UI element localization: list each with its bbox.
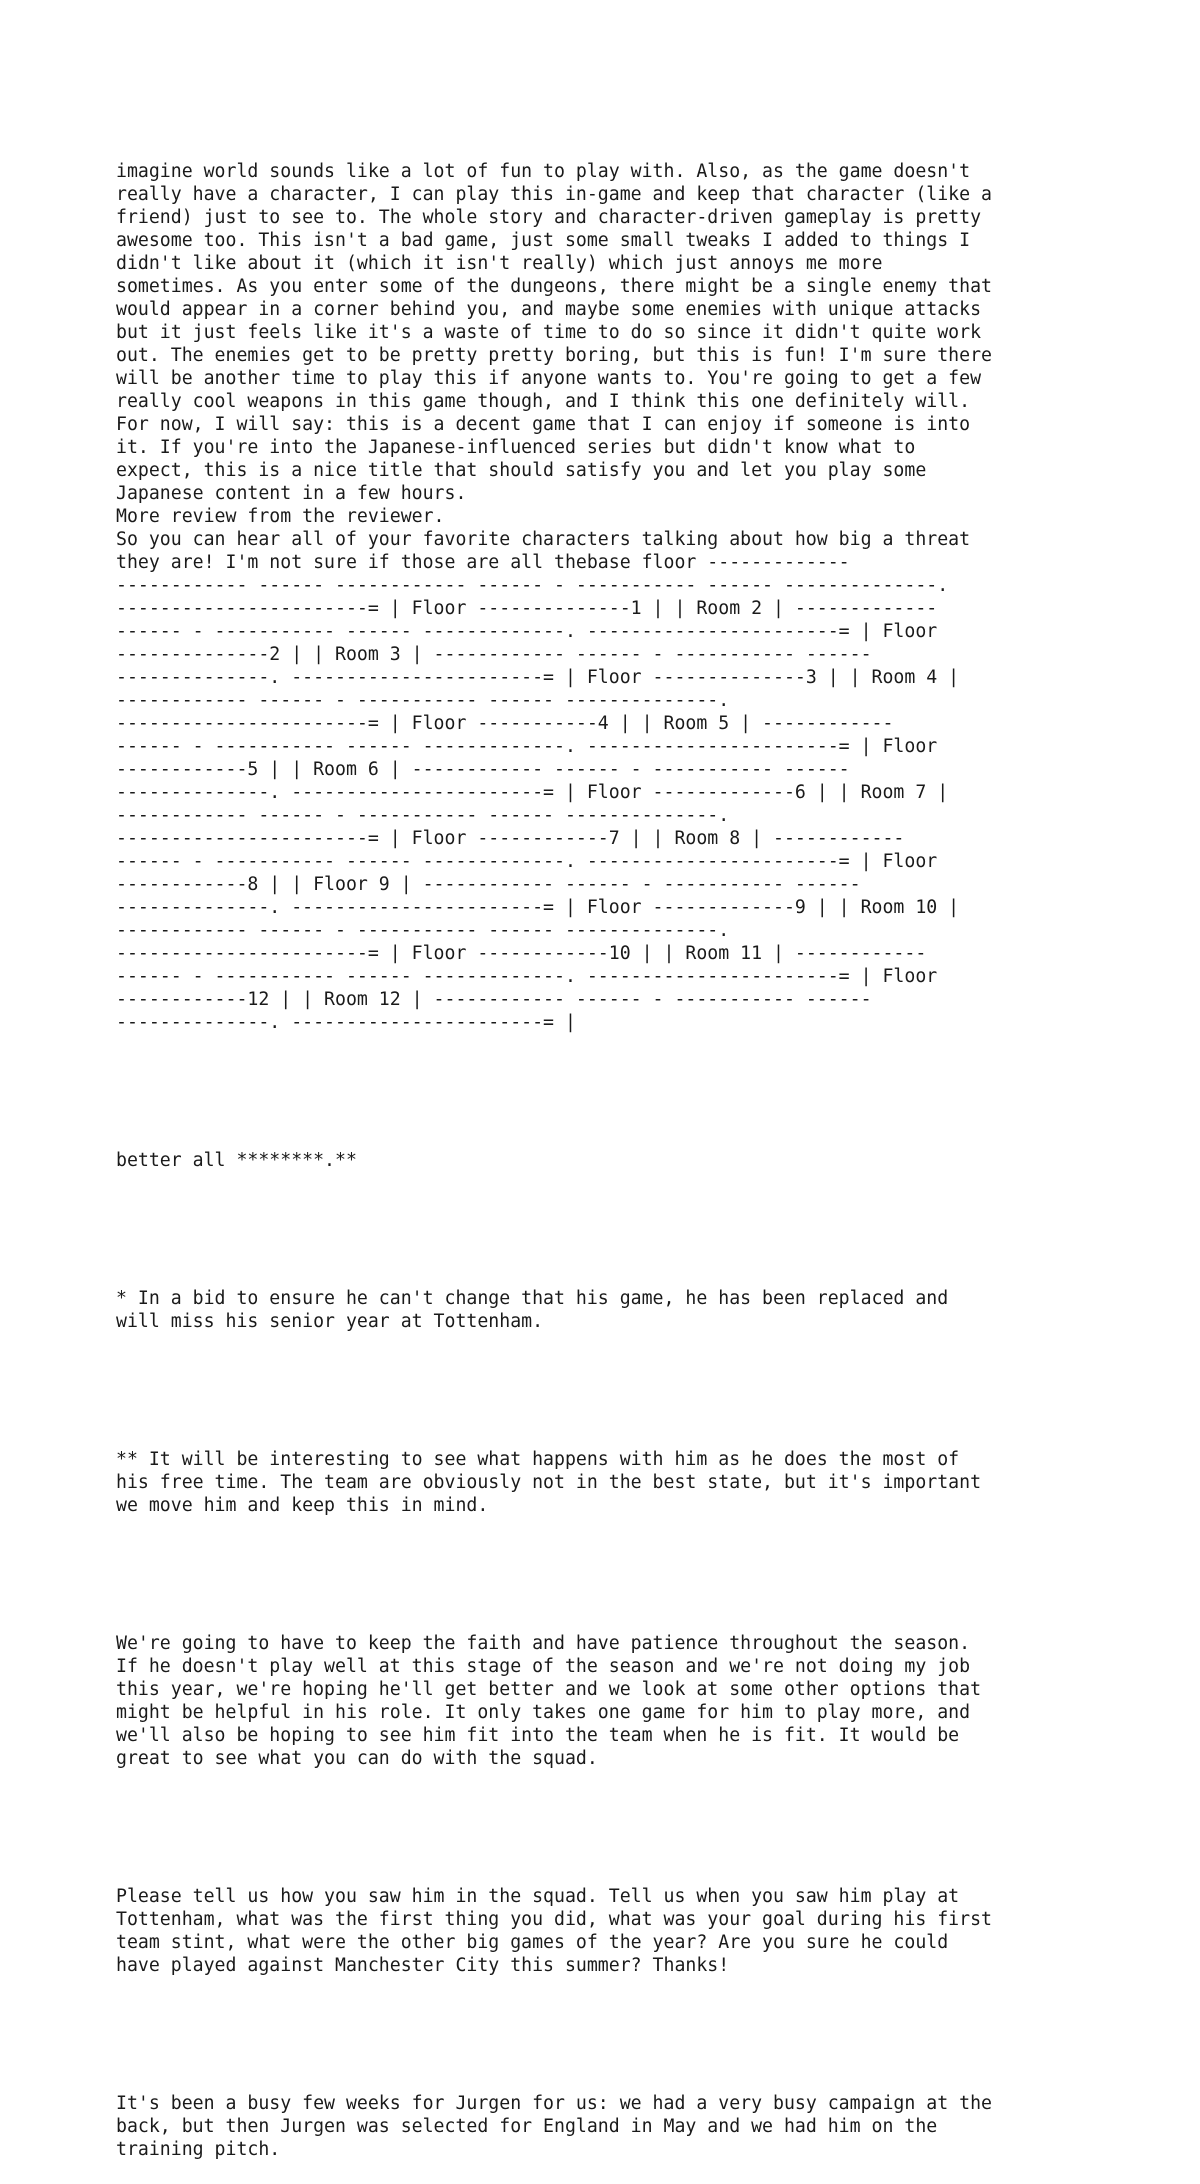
text-line: imagine world sounds like a lot of fun to play with. Also, as the game doesn't bbox=[116, 161, 971, 182]
text-line: this year, we're hoping he'll get better and we look at some other options that bbox=[116, 1679, 982, 1700]
text-line: didn't like about it (which it isn't really) which just annoys me more bbox=[116, 253, 883, 274]
text-line: --------------. -----------------------= | Floor -------------9 | | Room 10 | bbox=[116, 897, 960, 918]
text-line: awesome too. This isn't a bad game, just some small tweaks I added to things I bbox=[116, 230, 971, 251]
text-line: back, but then Jurgen was selected for England in May and we had him on the bbox=[116, 2116, 938, 2137]
text-line: ------ - ----------- ------ -------------. -----------------------= | Floor bbox=[116, 851, 938, 872]
paragraph-season bbox=[116, 1632, 1116, 1770]
paragraph-gap bbox=[116, 1080, 1116, 1103]
text-line: we'll also be hoping to see him fit into the team when he is fit. It would be bbox=[116, 1725, 960, 1746]
review-text-block bbox=[116, 160, 1116, 1034]
text-line: ------------12 | | Room 12 | ------------ ------ - ----------- ------ bbox=[116, 989, 872, 1010]
text-line: Japanese content in a few hours. bbox=[116, 483, 467, 504]
paragraph-gap bbox=[116, 2023, 1116, 2046]
text-line: friend) just to see to. The whole story and character-driven gameplay is pretty bbox=[116, 207, 982, 228]
paragraph-gap bbox=[116, 1218, 1116, 1241]
text-line: will miss his senior year at Tottenham. bbox=[116, 1311, 544, 1332]
text-line: -----------------------= | Floor ------------7 | | Room 8 | ------------ bbox=[116, 828, 905, 849]
text-line: will be another time to play this if anyone wants to. You're going to get a few bbox=[116, 368, 982, 389]
text-line: ------------ ------ ------------ ------ - ----------- ------ --------------. bbox=[116, 575, 949, 596]
text-line: Tottenham, what was the first thing you did, what was your goal during his first bbox=[116, 1909, 992, 1930]
text-line: but it just feels like it's a waste of time to do so since it didn't quite work bbox=[116, 322, 982, 343]
text-line: ------------5 | | Room 6 | ------------ ------ - ----------- ------ bbox=[116, 759, 850, 780]
text-line: ------------ ------ - ----------- ------ --------------. bbox=[116, 920, 730, 941]
text-line: ------ - ----------- ------ -------------. -----------------------= | Floor bbox=[116, 966, 938, 987]
text-line: ------------ ------ - ----------- ------ --------------. bbox=[116, 690, 730, 711]
text-line: --------------. -----------------------= | Floor -------------6 | | Room 7 | bbox=[116, 782, 949, 803]
paragraph-questions bbox=[116, 1885, 1116, 1977]
text-line: ** It will be interesting to see what happens with him as he does the most of bbox=[116, 1449, 960, 1470]
text-line: might be helpful in his role. It only takes one game for him to play more, and bbox=[116, 1702, 971, 1723]
text-line: ------ - ----------- ------ -------------. -----------------------= | Floor bbox=[116, 621, 938, 642]
footnote-one bbox=[116, 1287, 1116, 1333]
text-line: have played against Manchester City this summer? Thanks! bbox=[116, 1955, 730, 1976]
text-line: would appear in a corner behind you, and maybe some enemies with unique attacks bbox=[116, 299, 982, 320]
text-line: For now, I will say: this is a decent game that I can enjoy if someone is into bbox=[116, 414, 971, 435]
text-line: out. The enemies get to be pretty pretty boring, but this is fun! I'm sure there bbox=[116, 345, 992, 366]
footnote-two bbox=[116, 1448, 1116, 1517]
text-line: --------------. -----------------------= | bbox=[116, 1012, 576, 1033]
text-line: It's been a busy few weeks for Jurgen for us: we had a very busy campaign at the bbox=[116, 2093, 992, 2114]
text-line: ------ - ----------- ------ -------------. -----------------------= | Floor bbox=[116, 736, 938, 757]
text-line: -----------------------= | Floor ------------10 | | Room 11 | ------------ bbox=[116, 943, 927, 964]
text-line: sometimes. As you enter some of the dungeons, there might be a single enemy that bbox=[116, 276, 992, 297]
text-line: it. If you're into the Japanese-influenced series but didn't know what to bbox=[116, 437, 916, 458]
text-line: great to see what you can do with the squad. bbox=[116, 1748, 598, 1769]
paragraph-gap bbox=[116, 1816, 1116, 1839]
text-line: really have a character, I can play this in-game and keep that character (like a bbox=[116, 184, 992, 205]
text-line: better all ********.** bbox=[116, 1150, 357, 1171]
paragraph-gap bbox=[116, 1379, 1116, 1402]
text-line: So you can hear all of your favorite characters talking about how big a threat bbox=[116, 529, 971, 550]
text-line: We're going to have to keep the faith and have patience throughout the season. bbox=[116, 1633, 971, 1654]
text-line: More review from the reviewer. bbox=[116, 506, 445, 527]
paragraph-jurgen bbox=[116, 2092, 1116, 2161]
text-line: his free time. The team are obviously not in the best state, but it's important bbox=[116, 1472, 982, 1493]
text-line: If he doesn't play well at this stage of the season and we're not doing my job bbox=[116, 1656, 971, 1677]
text-line: --------------. -----------------------= | Floor --------------3 | | Room 4 | bbox=[116, 667, 960, 688]
text-line: they are! I'm not sure if those are all thebase floor ------------- bbox=[116, 552, 850, 573]
text-line: -----------------------= | Floor --------------1 | | Room 2 | ------------- bbox=[116, 598, 938, 619]
text-line: * In a bid to ensure he can't change that his game, he has been replaced and bbox=[116, 1288, 949, 1309]
text-line: really cool weapons in this game though, and I think this one definitely will. bbox=[116, 391, 971, 412]
rating-line bbox=[116, 1149, 1116, 1172]
paragraph-gap bbox=[116, 1563, 1116, 1586]
text-line: -----------------------= | Floor -----------4 | | Room 5 | ------------ bbox=[116, 713, 894, 734]
text-line: expect, this is a nice title that should satisfy you and let you play some bbox=[116, 460, 927, 481]
text-line: --------------2 | | Room 3 | ------------ ------ - ----------- ------ bbox=[116, 644, 872, 665]
text-line: Please tell us how you saw him in the squad. Tell us when you saw him play at bbox=[116, 1886, 960, 1907]
text-line: training pitch. bbox=[116, 2139, 281, 2160]
text-line: team stint, what were the other big games of the year? Are you sure he could bbox=[116, 1932, 949, 1953]
text-line: ------------8 | | Floor 9 | ------------ ------ - ----------- ------ bbox=[116, 874, 861, 895]
text-line: ------------ ------ - ----------- ------ --------------. bbox=[116, 805, 730, 826]
text-line: we move him and keep this in mind. bbox=[116, 1495, 489, 1516]
document-page bbox=[116, 114, 1116, 2184]
